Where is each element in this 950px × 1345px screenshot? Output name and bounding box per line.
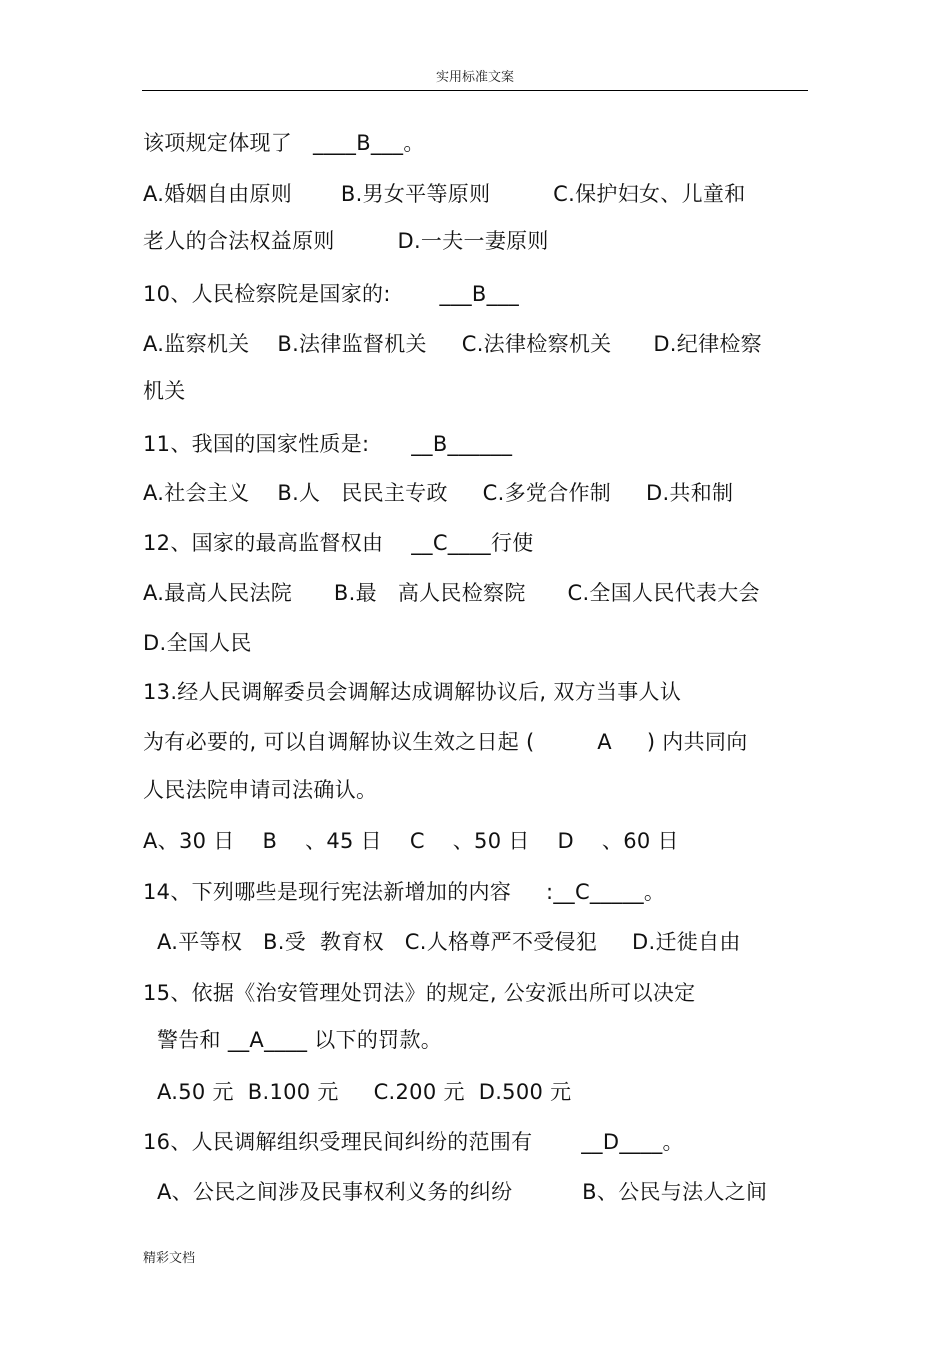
question-stem: 人民法院申请司法确认。 xyxy=(143,778,378,802)
answer-options: 老人的合法权益原则 D.一夫一妻原则 xyxy=(143,229,549,253)
question-stem: 警告和 __A____ 以下的罚款。 xyxy=(143,1028,443,1052)
answer-options: A、公民之间涉及民事权利义务的纠纷 B、公民与法人之间 xyxy=(143,1180,768,1204)
question-stem: 16、人民调解组织受理民间纠纷的范围有 __D____。 xyxy=(143,1130,684,1154)
answer-options: A.监察机关 B.法律监督机关 C.法律检察机关 D.纪律检察 xyxy=(143,332,762,356)
answer-options: A.50 元 B.100 元 C.200 元 D.500 元 xyxy=(143,1080,572,1104)
page-header-title: 实用标准文案 xyxy=(435,70,514,85)
question-stem: 11、我国的国家性质是: __B______ xyxy=(143,432,513,456)
page-footer: 精彩文档 xyxy=(143,1251,196,1266)
answer-options: A.最高人民法院 B.最 高人民检察院 C.全国人民代表大会 xyxy=(143,581,760,605)
question-stem: 12、国家的最高监督权由 __C____行使 xyxy=(143,531,534,555)
question-stem: 14、下列哪些是现行宪法新增加的内容 :__C_____。 xyxy=(143,880,666,904)
question-stem: 为有必要的, 可以自调解协议生效之日起 ( A ) 内共同向 xyxy=(143,730,748,754)
answer-options: A、30 日 B 、45 日 C 、50 日 D 、60 日 xyxy=(143,829,679,853)
answer-options: A.婚姻自由原则 B.男女平等原则 C.保护妇女、儿童和 xyxy=(143,182,746,206)
answer-options: A.平等权 B.受 教育权 C.人格尊严不受侵犯 D.迁徙自由 xyxy=(143,930,741,954)
question-stem: 13.经人民调解委员会调解达成调解协议后, 双方当事人认 xyxy=(143,680,682,704)
answer-options: A.社会主义 B.人 民民主专政 C.多党合作制 D.共和制 xyxy=(143,481,734,505)
question-stem: 15、依据《治安管理处罚法》的规定, 公安派出所可以决定 xyxy=(143,981,696,1005)
answer-options: 机关 xyxy=(143,379,186,403)
answer-options: D.全国人民 xyxy=(143,631,252,655)
question-stem: 该项规定体现了 ____B___。 xyxy=(143,131,425,155)
question-stem: 10、人民检察院是国家的: ___B___ xyxy=(143,282,520,306)
header-divider xyxy=(142,90,808,91)
